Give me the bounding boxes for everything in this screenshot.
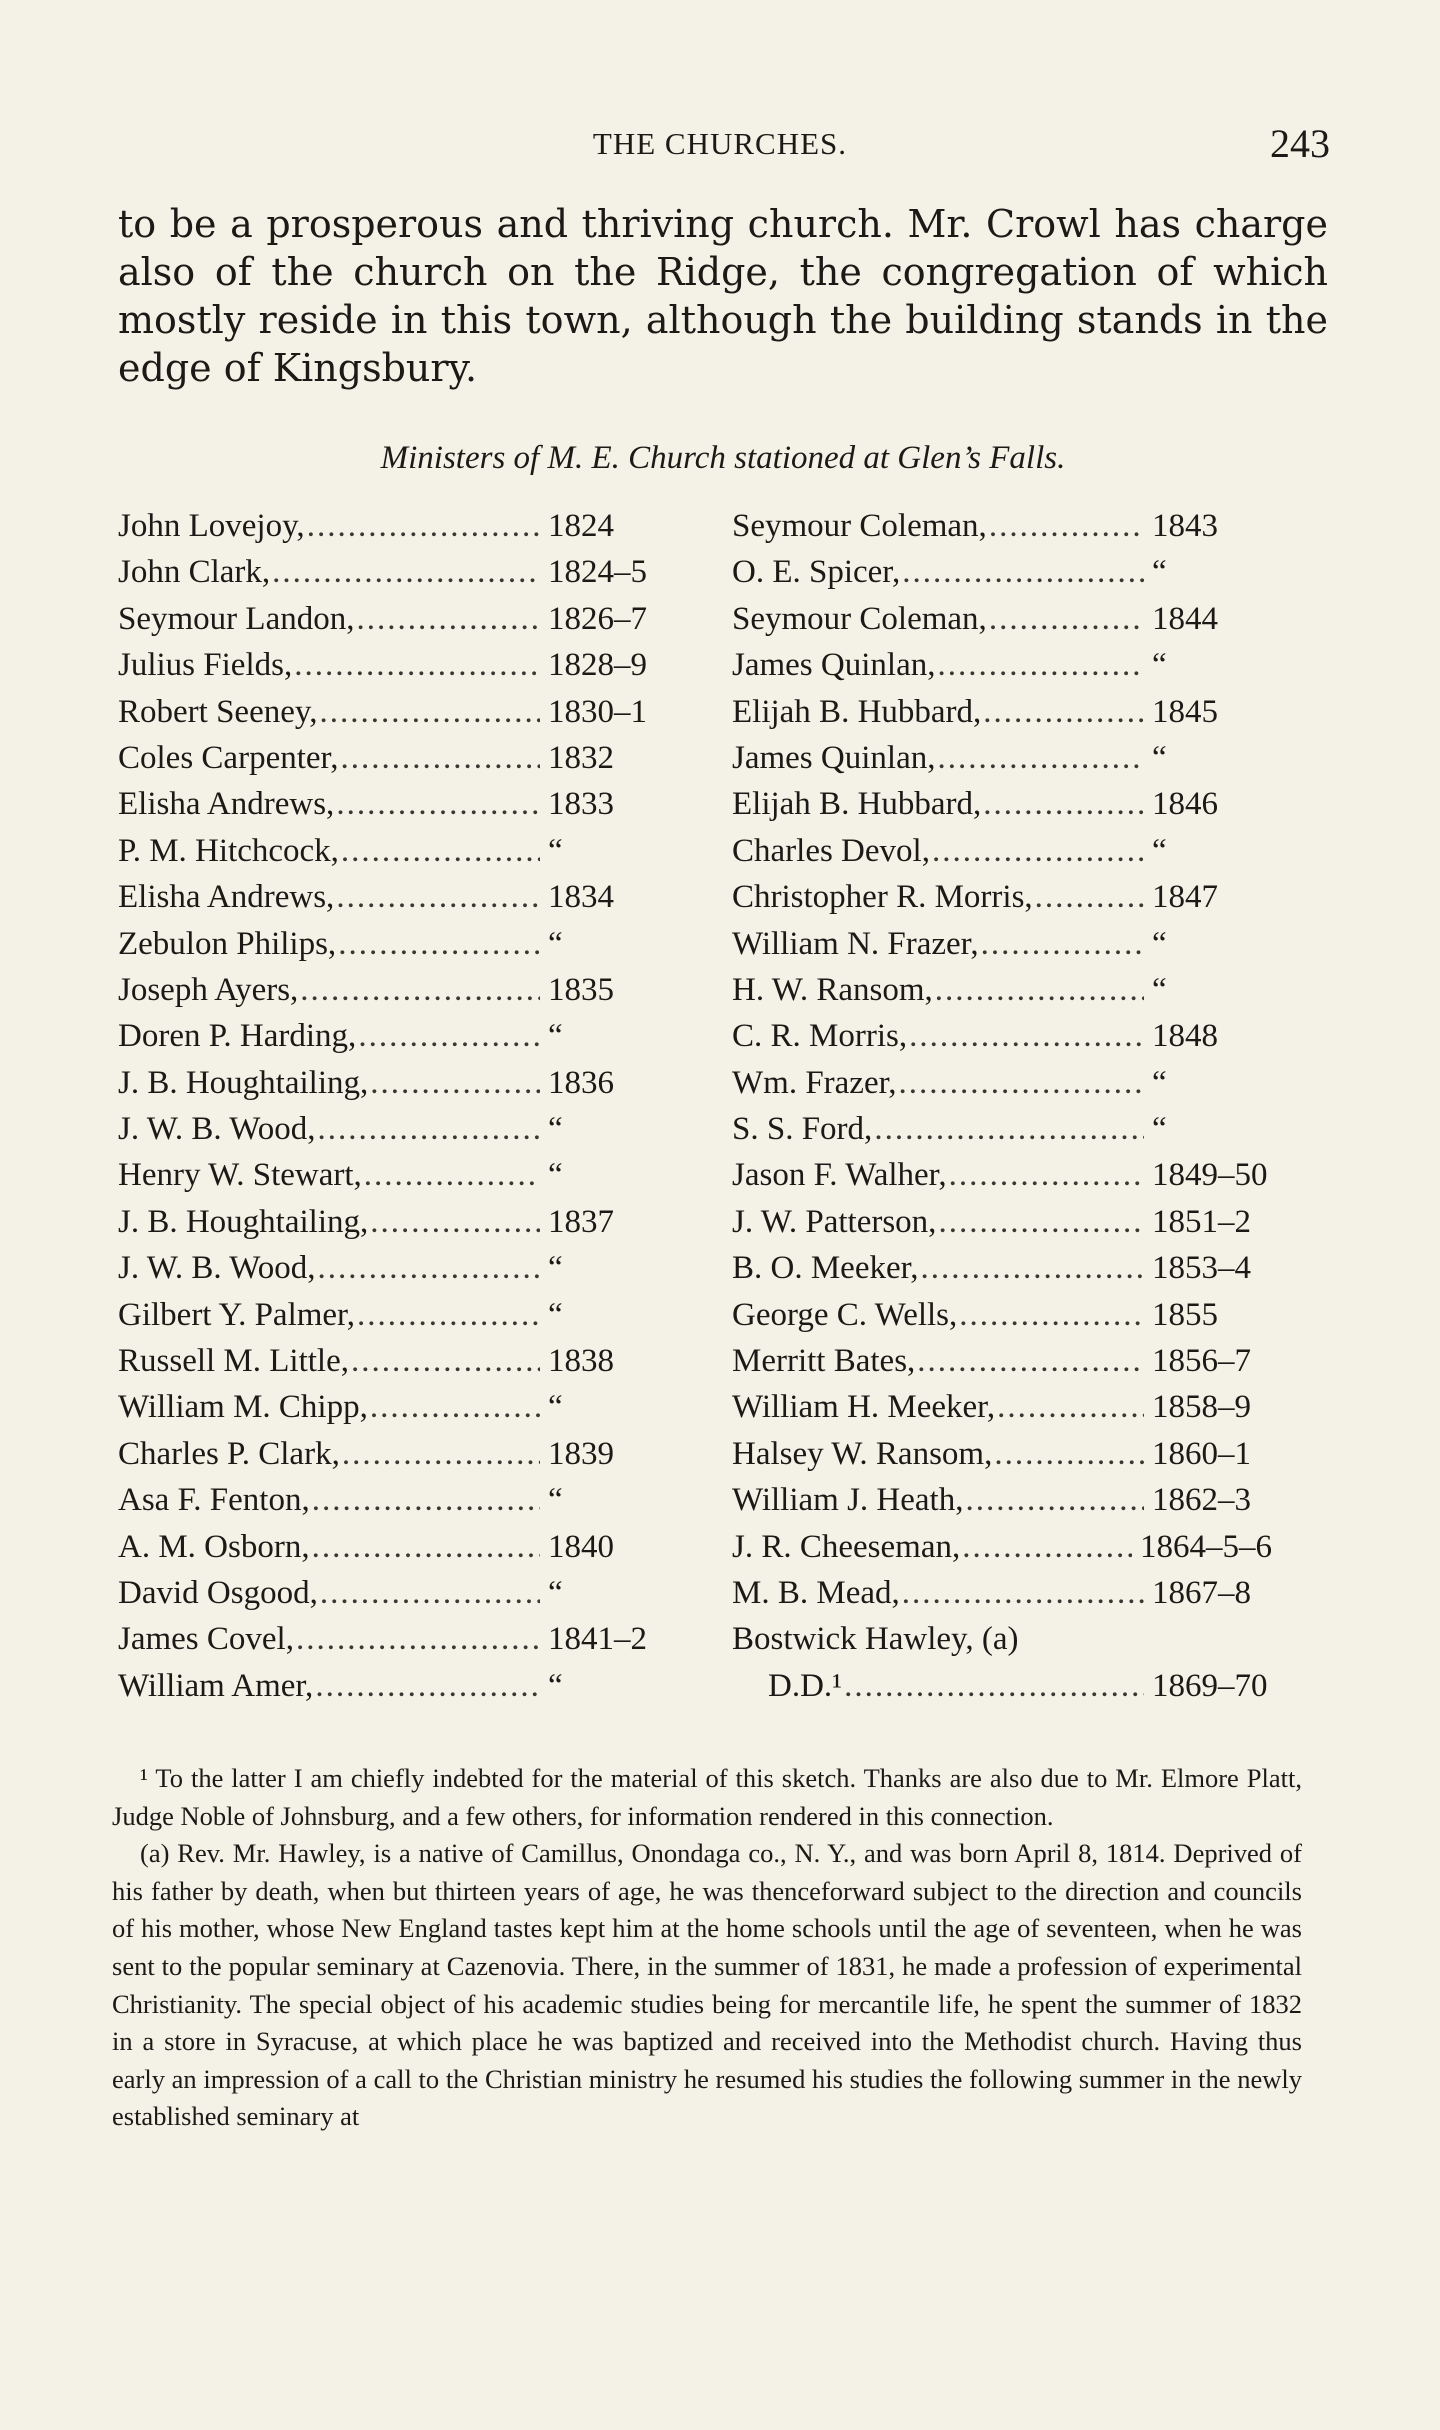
minister-row: [732, 601, 1272, 647]
minister-row: [732, 1436, 1272, 1482]
minister-row: [118, 926, 658, 972]
minister-row: [118, 1297, 658, 1343]
dot-leader: [342, 1436, 540, 1473]
minister-row: [118, 1204, 658, 1250]
minister-year: “: [548, 1574, 563, 1611]
minister-row: [118, 1389, 658, 1435]
minister-name: Seymour Coleman,: [732, 508, 987, 544]
minister-year: 1864–5–6: [1140, 1528, 1272, 1565]
minister-year: 1847: [1152, 879, 1218, 916]
minister-row: [118, 1668, 658, 1714]
minister-year: 1862–3: [1152, 1482, 1251, 1519]
minister-name: J. W. B. Wood,: [118, 1250, 316, 1287]
minister-row: [118, 1157, 658, 1203]
minister-year: 1824–5: [548, 554, 647, 591]
minister-row: [732, 833, 1272, 879]
minister-name: J. B. Houghtailing,: [118, 1064, 369, 1101]
minister-name: David Osgood,: [118, 1574, 318, 1611]
minister-name: William N. Frazer,: [732, 925, 979, 962]
minister-year: 1826–7: [548, 600, 647, 637]
minister-row: [732, 1157, 1272, 1203]
minister-year: “: [548, 1018, 563, 1055]
minister-name: M. B. Mead,: [732, 1574, 900, 1611]
minister-name: Seymour Coleman,: [732, 600, 987, 637]
minister-name: Julius Fields,: [118, 647, 293, 684]
minister-year: 1838: [548, 1343, 614, 1380]
dot-leader: [997, 1389, 1144, 1426]
dot-leader: [318, 1250, 540, 1287]
minister-row: [118, 1529, 658, 1575]
dot-leader: [312, 1529, 540, 1566]
dot-leader: [296, 1621, 540, 1658]
dot-leader: [338, 926, 540, 963]
dot-leader: [319, 694, 540, 731]
minister-row: [732, 1111, 1272, 1157]
dot-leader: [272, 554, 540, 591]
minister-row: [118, 601, 658, 647]
minister-year: 1840: [548, 1528, 614, 1565]
minister-name: Merritt Bates,: [732, 1343, 916, 1380]
minister-year: 1846: [1152, 786, 1218, 823]
minister-name: Jason F. Walher,: [732, 1157, 947, 1194]
minister-row: [732, 1250, 1272, 1296]
dot-leader: [370, 1065, 540, 1102]
minister-name: S. S. Ford,: [732, 1111, 873, 1148]
minister-year: 1828–9: [548, 647, 647, 684]
minister-year: 1833: [548, 786, 614, 823]
dot-leader: [937, 740, 1144, 777]
minister-name: John Lovejoy,: [118, 508, 305, 544]
minister-name: J. R. Cheeseman,: [732, 1528, 961, 1565]
minister-row: [732, 1575, 1272, 1621]
minister-name: Elijah B. Hubbard,: [732, 786, 982, 823]
minister-year: “: [548, 1389, 563, 1426]
dot-leader: [318, 1111, 540, 1148]
running-head: [110, 120, 1330, 170]
minister-name: Coles Carpenter,: [118, 739, 339, 776]
minister-name: Gilbert Y. Palmer,: [118, 1296, 355, 1333]
minister-year: 1834: [548, 879, 614, 916]
minister-year: 1835: [548, 971, 614, 1008]
minister-row: [732, 786, 1272, 832]
minister-name: Robert Seeney,: [118, 693, 318, 730]
dot-leader: [902, 554, 1144, 591]
dot-leader: [932, 833, 1144, 870]
minister-year: 1849–50: [1152, 1157, 1268, 1194]
minister-name: Joseph Ayers,: [118, 971, 299, 1008]
minister-row: [732, 972, 1272, 1018]
minister-name: C. R. Morris,: [732, 1018, 908, 1055]
dot-leader: [336, 879, 540, 916]
dot-leader: [899, 1065, 1144, 1102]
minister-name: Seymour Landon,: [118, 600, 355, 637]
dot-leader: [307, 508, 540, 545]
dot-leader: [300, 972, 540, 1009]
minister-row: [118, 1575, 658, 1621]
minister-year: 1841–2: [548, 1621, 647, 1658]
minister-year: 1839: [548, 1435, 614, 1472]
minister-row: [118, 1621, 658, 1667]
dot-leader: [917, 1343, 1144, 1380]
dot-leader: [312, 1482, 540, 1519]
minister-name: James Quinlan,: [732, 739, 936, 776]
minister-row: [732, 1668, 1272, 1714]
minister-name: A. M. Osborn,: [118, 1528, 310, 1565]
body-paragraph: to be a prosperous and thriving church. Mr. Crowl has charge also of the church on the Ridge, the congregation of which mostly reside in this town, although the building stands in the edge of Kingsbury.: [118, 202, 1328, 390]
dot-leader: [370, 1204, 540, 1241]
dot-leader: [989, 508, 1144, 545]
minister-year: 1843: [1152, 508, 1218, 544]
minister-row: [732, 879, 1272, 925]
minister-name: Henry W. Stewart,: [118, 1157, 362, 1194]
minister-row: [118, 1482, 658, 1528]
dot-leader: [1035, 879, 1144, 916]
minister-name: Halsey W. Ransom,: [732, 1435, 993, 1472]
dot-leader: [983, 694, 1144, 731]
minister-name: Zebulon Philips,: [118, 925, 337, 962]
minister-name: D.D.¹: [768, 1667, 843, 1704]
minister-row: [732, 740, 1272, 786]
minister-row: [732, 1297, 1272, 1343]
minister-year: “: [1152, 554, 1167, 591]
minister-year: “: [548, 1296, 563, 1333]
minister-row: [118, 647, 658, 693]
minister-row: [118, 1343, 658, 1389]
dot-leader: [336, 786, 540, 823]
minister-name: Elisha Andrews,: [118, 786, 335, 823]
minister-row: [732, 508, 1272, 554]
minister-row: [118, 554, 658, 600]
minister-name: George C. Wells,: [732, 1296, 958, 1333]
dot-leader: [844, 1668, 1144, 1705]
minister-row: [118, 1436, 658, 1482]
dot-leader: [962, 1529, 1132, 1566]
dot-leader: [937, 647, 1144, 684]
minister-name: Elijah B. Hubbard,: [732, 693, 982, 730]
minister-name: O. E. Spicer,: [732, 554, 901, 591]
minister-year: “: [548, 1157, 563, 1194]
minister-row: [732, 926, 1272, 972]
minister-year: 1860–1: [1152, 1435, 1251, 1472]
minister-name: William Amer,: [118, 1667, 314, 1704]
dot-leader: [938, 1204, 1144, 1241]
minister-year: 1851–2: [1152, 1203, 1251, 1240]
dot-leader: [356, 601, 540, 638]
dot-leader: [357, 1297, 540, 1334]
minister-name: Elisha Andrews,: [118, 879, 335, 916]
minister-row: [732, 1389, 1272, 1435]
minister-name: Christopher R. Morris,: [732, 879, 1033, 916]
minister-year: “: [1152, 1111, 1167, 1148]
dot-leader: [935, 972, 1144, 1009]
minister-row: [118, 1065, 658, 1111]
list-caption: Ministers of M. E. Church stationed at Glen’s Falls.: [380, 440, 1066, 476]
minister-name: John Clark,: [118, 554, 271, 591]
minister-name: J. B. Houghtailing,: [118, 1203, 369, 1240]
minister-year: “: [548, 1667, 563, 1704]
minister-year: “: [1152, 647, 1167, 684]
dot-leader: [983, 786, 1144, 823]
minister-year: 1855: [1152, 1296, 1218, 1333]
dot-leader: [351, 1343, 540, 1380]
minister-year: “: [1152, 925, 1167, 962]
minister-row: [732, 694, 1272, 740]
minister-row: [118, 972, 658, 1018]
running-title: THE CHURCHES.: [592, 126, 848, 161]
footnote-a: (a) Rev. Mr. Hawley, is a native of Camillus, Onondaga co., N. Y., and was born April 8, 1814. Deprived of his father by death, when but thirteen years of age, he was thenceforward subject to the direction and councils of his mother, whose New England tastes kept him at the home schools until the age of seventeen, when he was sent to the popular seminary at Cazenovia. There, in the summer of 1831, he made a profession of experimental Christianity. The special object of his academic studies being for mercantile life, he spent the summer of 1832 in a store in Syracuse, at which place he was baptized and received into the Methodist church. Having thus early an impression of a call to the Christian ministry he resumed his studies the following summer in the newly established seminary at: [112, 1838, 1302, 2132]
minister-name: Doren P. Harding,: [118, 1018, 357, 1055]
minister-name: Charles Devol,: [732, 832, 930, 869]
minister-name: H. W. Ransom,: [732, 971, 933, 1008]
minister-year: 1856–7: [1152, 1343, 1251, 1380]
dot-leader: [340, 740, 540, 777]
dot-leader: [921, 1250, 1144, 1287]
minister-year: 1848: [1152, 1018, 1218, 1055]
minister-name: J. W. B. Wood,: [118, 1111, 316, 1148]
minister-row: [732, 1482, 1272, 1528]
minister-row: [732, 1343, 1272, 1389]
minister-year: “: [548, 832, 563, 869]
dot-leader: [909, 1018, 1144, 1055]
minister-row: [732, 1621, 1272, 1667]
minister-row: [732, 1065, 1272, 1111]
ministers-column-right: [732, 508, 1272, 1714]
minister-year: 1832: [548, 739, 614, 776]
minister-name: James Covel,: [118, 1621, 294, 1658]
minister-year: 1869–70: [1152, 1667, 1268, 1704]
dot-leader: [320, 1575, 540, 1612]
minister-name: J. W. Patterson,: [732, 1203, 937, 1240]
minister-year: “: [548, 1111, 563, 1148]
minister-year: “: [1152, 1064, 1167, 1101]
minister-name: Charles P. Clark,: [118, 1435, 340, 1472]
ministers-column-left: [118, 508, 658, 1714]
minister-name: P. M. Hitchcock,: [118, 832, 339, 869]
minister-year: 1845: [1152, 693, 1218, 730]
dot-leader: [874, 1111, 1144, 1148]
dot-leader: [370, 1389, 540, 1426]
minister-year: 1836: [548, 1064, 614, 1101]
minister-name: James Quinlan,: [732, 647, 936, 684]
minister-name: Russell M. Little,: [118, 1343, 349, 1380]
dot-leader: [994, 1436, 1144, 1473]
minister-year: 1853–4: [1152, 1250, 1251, 1287]
minister-row: [732, 1529, 1272, 1575]
minister-year: “: [548, 1482, 563, 1519]
minister-name: William M. Chipp,: [118, 1389, 368, 1426]
minister-year: 1824: [548, 508, 614, 544]
minister-row: [118, 508, 658, 554]
dot-leader: [294, 647, 540, 684]
dot-leader: [364, 1157, 540, 1194]
minister-row: [732, 1018, 1272, 1064]
page-number: 243: [1270, 121, 1330, 166]
minister-name: Asa F. Fenton,: [118, 1482, 310, 1519]
footnote-1: ¹ To the latter I am chiefly indebted for the material of this sketch. Thanks are also due to Mr. Elmore Platt, Judge Noble of Johnsburg, and a few others, for information rendered in this connection.: [112, 1763, 1302, 1831]
minister-name: Wm. Frazer,: [732, 1064, 897, 1101]
minister-year: “: [548, 1250, 563, 1287]
minister-year: “: [1152, 832, 1167, 869]
minister-name: William H. Meeker,: [732, 1389, 996, 1426]
minister-year: 1867–8: [1152, 1574, 1251, 1611]
minister-year: 1837: [548, 1203, 614, 1240]
minister-row: [732, 554, 1272, 600]
minister-row: [118, 1250, 658, 1296]
minister-year: “: [1152, 739, 1167, 776]
minister-year: “: [548, 925, 563, 962]
minister-row: [118, 833, 658, 879]
dot-leader: [315, 1668, 540, 1705]
dot-leader: [902, 1575, 1144, 1612]
minister-year: “: [1152, 971, 1167, 1008]
minister-row: [118, 786, 658, 832]
dot-leader: [341, 833, 540, 870]
minister-year: 1858–9: [1152, 1389, 1251, 1426]
minister-name: B. O. Meeker,: [732, 1250, 919, 1287]
dot-leader: [981, 926, 1144, 963]
minister-row: [732, 647, 1272, 693]
dot-leader: [959, 1297, 1144, 1334]
dot-leader: [989, 601, 1144, 638]
minister-year: 1830–1: [548, 693, 647, 730]
minister-row: [118, 740, 658, 786]
dot-leader: [965, 1482, 1144, 1519]
minister-row: [118, 1018, 658, 1064]
minister-name: William J. Heath,: [732, 1482, 964, 1519]
minister-row: [732, 1204, 1272, 1250]
minister-row: [118, 1111, 658, 1157]
dot-leader: [358, 1018, 540, 1055]
minister-row: [118, 694, 658, 740]
dot-leader: [949, 1157, 1144, 1194]
minister-year: 1844: [1152, 600, 1218, 637]
footnotes: [112, 1760, 1302, 2136]
minister-name: Bostwick Hawley, (a): [732, 1621, 1019, 1658]
minister-row: [118, 879, 658, 925]
